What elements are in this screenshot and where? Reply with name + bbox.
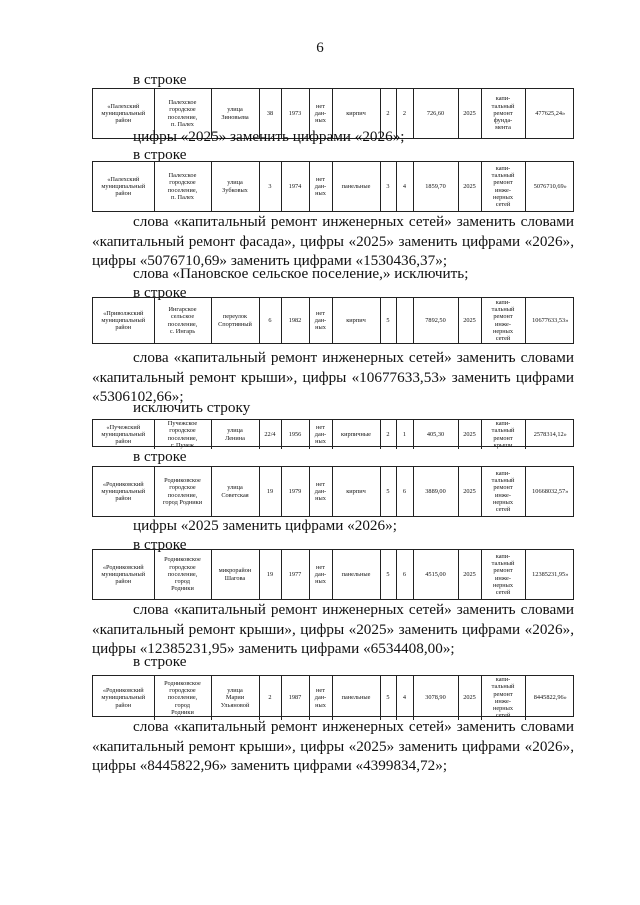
table-cell: 5 (380, 550, 396, 599)
table-cell: «Палехский муниципальный район (101, 102, 146, 125)
table-cell: 6 (396, 467, 413, 516)
table-cell: капи- тальный ремонт инже- нерных сетей (481, 162, 525, 211)
table-row (92, 161, 574, 212)
table-cell: нет дан- ных (309, 89, 332, 138)
table-cell: 2025 (458, 467, 481, 516)
table-cell: 10668032,57» (525, 467, 575, 516)
table-cell: 3889,00 (413, 467, 458, 516)
table-cell: улица Зиновьева (211, 89, 259, 138)
table-cell: 2 (396, 89, 413, 138)
table-cell: улица Советская (211, 467, 259, 516)
table-cell: 5 (380, 298, 396, 343)
table-cell: 6 (396, 550, 413, 599)
table-cell: 2 (259, 676, 281, 720)
instruction-line: в строке (133, 448, 187, 465)
table-cell: 2025 (458, 676, 481, 720)
table-cell: 1956 (281, 420, 309, 449)
instruction-text (133, 652, 186, 672)
table-cell: 5076710,69» (525, 162, 575, 211)
table-cell: нет дан- ных (309, 298, 332, 343)
instruction-line: в строке (133, 653, 187, 670)
table-cell: нет дан- ных (309, 550, 332, 599)
table-cell: 2025 (458, 89, 481, 138)
paragraph-line: цифры «12385231,95» заменить цифрами «6534408,00»; (92, 640, 455, 658)
table-cell: Ингарское сельское поселение, с. Ингарь (154, 298, 211, 343)
instruction-text (133, 70, 186, 90)
table-cell: Родниковское городское поселение, город Родники (154, 550, 211, 599)
instruction-line: исключить строку (133, 399, 251, 416)
table-cell: капи- тальный ремонт инже- нерных сетей (481, 550, 525, 599)
table-cell: 10677633,53» (525, 298, 575, 343)
table-cell: панельные (332, 676, 380, 720)
table-cell: 1977 (281, 550, 309, 599)
table-cell: 19 (259, 550, 281, 599)
table-cell: Родниковское городское поселение, город Родники (154, 676, 211, 720)
instruction-text (133, 447, 186, 467)
table-row (92, 419, 574, 447)
instruction-text (133, 128, 405, 164)
table-cell: Пучежское городское поселение, г. Пучеж (154, 420, 211, 449)
table-cell: кирпич (332, 298, 380, 343)
table-cell: 4 (396, 676, 413, 720)
paragraph-line: цифры «8445822,96» заменить цифрами «4399834,72»; (92, 757, 448, 775)
instruction-text (133, 398, 250, 418)
table-cell: 5 (380, 467, 396, 516)
table-cell: 2025 (458, 420, 481, 449)
table-cell: «Приволжский муниципальный район (101, 309, 146, 332)
table-cell: 3 (380, 162, 396, 211)
table-cell: 22/4 (259, 420, 281, 449)
table-cell: «Палехский муниципальный район (101, 175, 146, 198)
table-cell: 2025 (458, 298, 481, 343)
table-cell: 2025 (458, 550, 481, 599)
table-cell: 1982 (281, 298, 309, 343)
page-number: 6 (316, 40, 324, 56)
table-cell: капи- тальный ремонт фунда- мента (481, 89, 525, 138)
table-cell: Палехское городское поселение, п. Палех (154, 162, 211, 211)
table-cell: 2025 (458, 162, 481, 211)
paragraph-line: слова «капитальный ремонт инженерных сетей» заменить словами (133, 213, 574, 230)
table-cell: «Родниковский муниципальный район (101, 480, 146, 503)
instruction-line: в строке (133, 71, 187, 88)
table-cell: капи- тальный ремонт инже- нерных сетей (481, 676, 525, 720)
table-cell: 1979 (281, 467, 309, 516)
table-cell: «Родниковский муниципальный район (101, 686, 146, 709)
table-cell: улица Зубковых (211, 162, 259, 211)
table-cell: кирпич (332, 467, 380, 516)
table-cell: 1987 (281, 676, 309, 720)
table-cell: 7892,50 (413, 298, 458, 343)
table-cell: капи- тальный ремонт крыши (481, 420, 525, 449)
amendment-paragraph (92, 600, 574, 659)
table-cell: 1 (396, 420, 413, 449)
table-cell: 12385231,95» (525, 550, 575, 599)
paragraph-line: «капитальный ремонт крыши», цифры «2025» заменить цифрами «2026», (92, 620, 574, 638)
table-cell: 2578314,12» (525, 420, 575, 449)
paragraph-line: цифры «5076710,69» заменить цифрами «1530436,37»; (92, 252, 448, 270)
table-cell: 3 (259, 162, 281, 211)
table-cell: панельные (332, 550, 380, 599)
table-cell: 19 (259, 467, 281, 516)
instruction-line: в строке (133, 284, 187, 301)
table-row (92, 549, 574, 600)
instruction-line: цифры «2025 заменить цифрами «2026»; (133, 517, 397, 534)
table-cell: 38 (259, 89, 281, 138)
table-cell: капи- тальный ремонт инже- нерных сетей (481, 298, 525, 343)
table-cell: 1974 (281, 162, 309, 211)
table-cell: нет дан- ных (309, 676, 332, 720)
instruction-line: в строке (133, 536, 187, 553)
table-cell: 3078,90 (413, 676, 458, 720)
table-row (92, 297, 574, 344)
paragraph-line: «5306102,66»; (92, 388, 184, 406)
table-cell: кирпичные (332, 420, 380, 449)
table-cell: микрорайон Шагова (211, 550, 259, 599)
table-cell: 477625,24» (525, 89, 575, 138)
instruction-line: слова «Пановское сельское поселение,» исключить; (133, 265, 469, 282)
table-cell: 5 (380, 676, 396, 720)
table-cell: улица Марии Ульяновой (211, 676, 259, 720)
table-cell: 4 (396, 162, 413, 211)
table-cell: 4515,00 (413, 550, 458, 599)
table-cell (396, 298, 413, 343)
table-cell: «Родниковский муниципальный район (101, 563, 146, 586)
table-cell: 405,30 (413, 420, 458, 449)
table-cell: 1859,70 (413, 162, 458, 211)
table-cell: переулок Спортивный (211, 298, 259, 343)
table-cell: 2 (380, 420, 396, 449)
amendment-paragraph (92, 717, 574, 776)
table-cell: «Пучежский муниципальный район (101, 423, 146, 446)
table-row (92, 675, 574, 720)
table-cell: улица Ленина (211, 420, 259, 449)
instruction-line: цифры «2025» заменить цифрами «2026»; (133, 128, 405, 145)
table-cell: капи- тальный ремонт инже- нерных сетей (481, 467, 525, 516)
table-cell: 8445822,96» (525, 676, 575, 720)
table-cell: 726,60 (413, 89, 458, 138)
paragraph-line: слова «капитальный ремонт инженерных сетей» заменить словами (133, 349, 574, 366)
table-cell: кирпич (332, 89, 380, 138)
instruction-line: в строке (133, 146, 187, 163)
table-cell: 6 (259, 298, 281, 343)
table-cell: Палехское городское поселение, п. Палех (154, 89, 211, 138)
paragraph-line: «капитальный ремонт крыши», цифры «10677633,53» заменить цифрами (92, 368, 574, 386)
table-cell: Родниковское городское поселение, город Родники (154, 467, 211, 516)
table-cell: нет дан- ных (309, 420, 332, 449)
paragraph-line: «капитальный ремонт крыши», цифры «2025» заменить цифрами «2026», (92, 737, 574, 755)
table-cell: панельные (332, 162, 380, 211)
table-row (92, 466, 574, 517)
table-cell: нет дан- ных (309, 467, 332, 516)
table-cell: нет дан- ных (309, 162, 332, 211)
amendment-paragraph (92, 212, 574, 271)
paragraph-line: «капитальный ремонт фасада», цифры «2025» заменить цифрами «2026», (92, 232, 574, 250)
paragraph-line: слова «капитальный ремонт инженерных сетей» заменить словами (133, 718, 574, 735)
paragraph-line: слова «капитальный ремонт инженерных сетей» заменить словами (133, 601, 574, 618)
table-cell: 2 (380, 89, 396, 138)
table-cell: 1973 (281, 89, 309, 138)
